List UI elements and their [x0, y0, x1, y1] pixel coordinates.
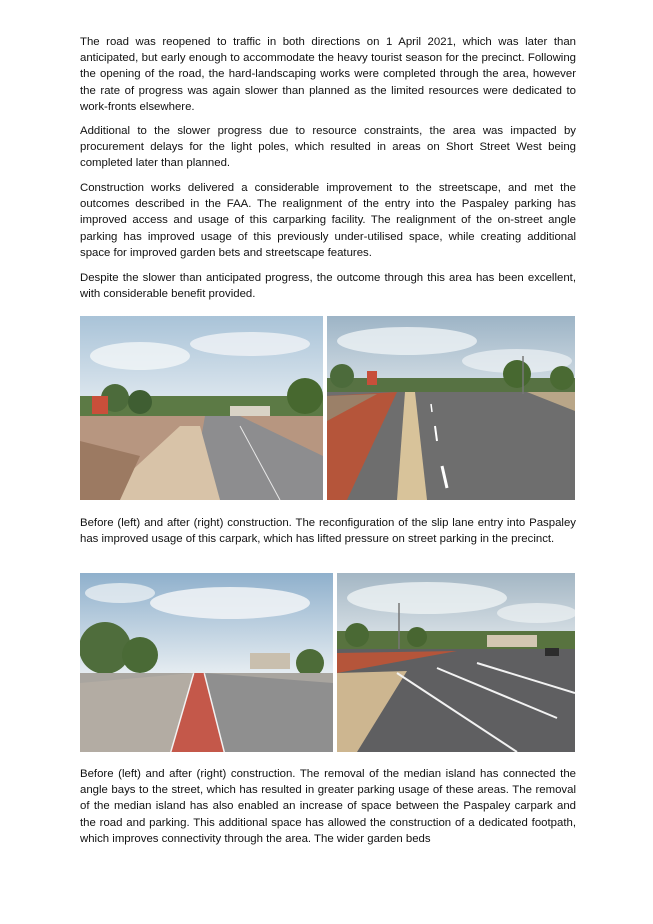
paragraph-procurement-delays: Additional to the slower progress due to resource constraints, the area was impacted by procurement delays for the light poles, which resulted in areas on Short Street West being completed later than planned. [80, 125, 576, 170]
photo-slip-lane-before [80, 316, 323, 500]
paragraph-reopening: The road was reopened to traffic in both directions on 1 April 2021, which was later than anticipated, but early enough to accommodate the heavy tourist season for the precinct. Following the opening of the road, the hard-landscaping works were completed through the area, however the rate of progress was again slower than planned as the limited resources were dedicated to work-fronts elsewhere. [80, 36, 576, 113]
photo-median-after [337, 573, 575, 752]
caption-slip-lane: Before (left) and after (right) construction. The reconfiguration of the slip lane entry into Paspaley has improved usage of this carpark, which has lifted pressure on street parking in the precinct. [80, 517, 576, 546]
caption-median-island: Before (left) and after (right) construction. The removal of the median island has connected the angle bays to the street, which has resulted in greater parking usage of these areas. The removal of the median island has also enabled an increase of space between the Paspaley carpark and the road and parking. This additional space has allowed the construction of a dedicated footpath, which improves connectivity through the area. The wider garden beds [80, 768, 576, 845]
paragraph-outcome: Despite the slower than anticipated progress, the outcome through this area has been excellent, with considerable benefit provided. [80, 272, 576, 301]
photo-median-before [80, 573, 333, 752]
photo-slip-lane-after [327, 316, 575, 500]
paragraph-improvements: Construction works delivered a considerable improvement to the streetscape, and met the outcomes described in the FAA. The realignment of the entry into the Paspaley parking has improved access and usage of this carparking facility. The realignment of the on-street angle parking has improved usage of this previously under-utilised space, while creating additional space for improved garden bets and streetscape features. [80, 182, 576, 259]
